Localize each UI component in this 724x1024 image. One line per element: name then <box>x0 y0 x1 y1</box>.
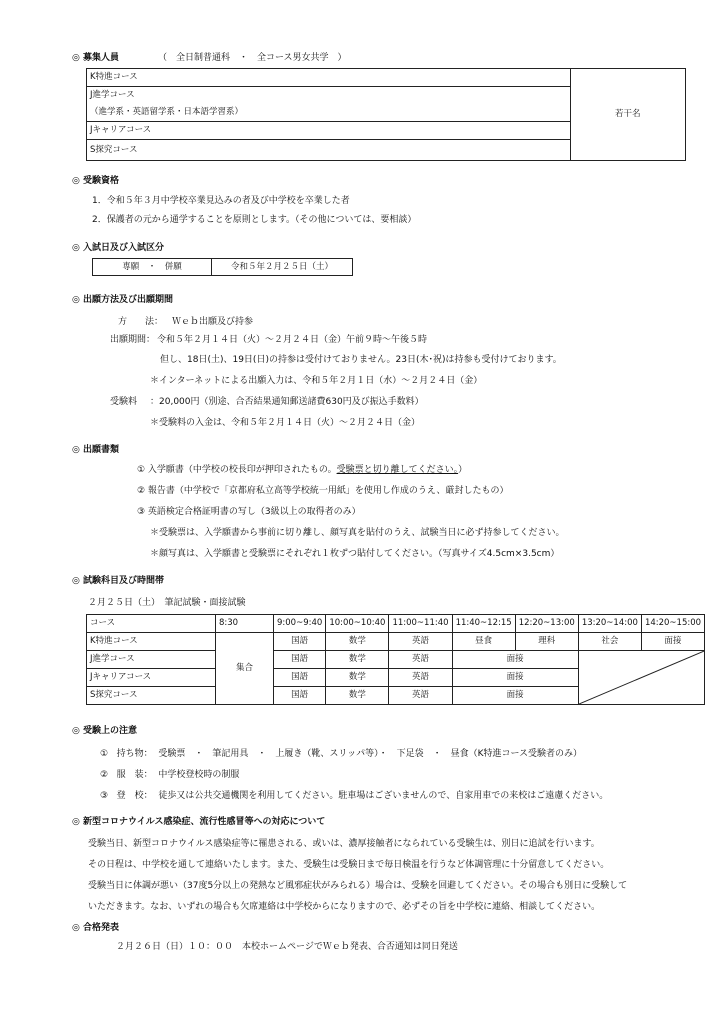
result-section-title <box>72 924 119 933</box>
course-j-career: Jキャリアコース <box>87 122 571 140</box>
section-bullet: ◎ <box>72 576 80 586</box>
note-label: 持ち物： <box>116 749 153 759</box>
section-bullet: ◎ <box>72 726 80 736</box>
covid-line: その日程は、中学校を通して連絡いたします。また、受験生は受験日まで毎日検温を行うなど体調管理に十分留意してください。 <box>88 860 610 870</box>
exam-type-value: 専願 ・ 併願 <box>93 259 212 276</box>
section-bullet: ◎ <box>72 923 80 933</box>
covid-line: 受験当日に体調が悪い（37度5分以上の発熱など風邪症状がみられる）場合は、受験を回避してください。その場合も別日に受験して <box>88 881 628 891</box>
subject-cell: 数学 <box>326 669 389 687</box>
schedule-table <box>86 614 705 705</box>
covid-heading: 新型コロナウイルス感染症、流行性感冒等への対応について <box>83 817 326 827</box>
exam-type-table <box>92 258 353 276</box>
subject-cell: 面接 <box>452 687 578 705</box>
fee-value: ：20,000円（別途、合否結果通知郵送諸費630円及び振込手数料） <box>150 397 424 407</box>
period-value: 令和５年２月１４日（火）～２月２４日（金）午前９時～午後５時 <box>157 335 428 345</box>
gather-cell: 集合 <box>216 633 274 705</box>
schedule-row-j <box>87 651 705 669</box>
internet-note: ＊インターネットによる出願入力は、令和５年２月１日（水）～２月２４日（金） <box>150 376 483 386</box>
application-section-title <box>72 296 173 305</box>
qualification-section-title <box>72 177 119 186</box>
header-cell: 13:20~14:00 <box>578 615 641 633</box>
subject-cell: 面接 <box>452 651 578 669</box>
document-item-1-text: ① 入学願書（中学校の校長印が押印されたもの。 <box>137 465 337 475</box>
course-s: S探究コース <box>87 140 571 161</box>
note-number: ② <box>100 770 109 780</box>
exam-type-heading: 入試日及び入試区分 <box>83 243 165 253</box>
header-cell: 8:30 <box>216 615 274 633</box>
subject-cell: 英語 <box>389 669 452 687</box>
note-number: ① <box>100 749 109 759</box>
row-course: Jキャリアコース <box>87 669 216 687</box>
subject-cell: 英語 <box>389 633 452 651</box>
section-bullet: ◎ <box>72 243 80 253</box>
method-value: Ｗｅｂ出願及び持参 <box>172 317 254 327</box>
row-course: K特進コース <box>87 633 216 651</box>
subject-cell: 面接 <box>641 633 704 651</box>
period-label: 出願期間： <box>110 335 156 345</box>
note-item <box>100 750 582 759</box>
note-label: 服 装： <box>116 770 153 780</box>
qualification-item: 1．令和５年３月中学校卒業見込みの者及び中学校を卒業した者 <box>92 196 350 206</box>
blank-crossed-cell <box>578 651 704 705</box>
subject-cell: 昼食 <box>452 633 515 651</box>
schedule-section-title <box>72 577 164 586</box>
note-item <box>100 771 239 780</box>
subject-cell: 数学 <box>326 633 389 651</box>
subject-cell: 国語 <box>274 651 326 669</box>
note-text: 中学校登校時の制服 <box>158 770 240 780</box>
application-heading: 出願方法及び出願期間 <box>83 295 174 305</box>
note-text: 徒歩又は公共交通機関を利用してください。駐車場はございませんので、自家用車での来校はご遠慮ください。 <box>158 791 609 801</box>
document-item-3: ③ 英語検定合格証明書の写し（3級以上の取得者のみ） <box>137 507 361 517</box>
row-course: J進学コース <box>87 651 216 669</box>
row-course: S探究コース <box>87 687 216 705</box>
document-item-1-underlined: 受験票と切り離してください。 <box>336 465 459 475</box>
method-label: 方 法： <box>118 317 164 327</box>
header-cell: コース <box>87 615 216 633</box>
note-text: 受験票 ・ 筆記用具 ・ 上履き（靴、スリッパ等）・ 下足袋 ・ 昼食（K特進コース受験者のみ） <box>158 749 583 759</box>
subject-cell: 国語 <box>274 633 326 651</box>
qualification-heading: 受験資格 <box>83 176 120 186</box>
notes-section-title <box>72 727 137 736</box>
course-j-sub: （進学系・英語留学系・日本語学習系） <box>87 104 571 122</box>
documents-heading: 出願書類 <box>83 445 120 455</box>
header-cell: 11:00~11:40 <box>389 615 452 633</box>
document-note-1: ＊受験票は、入学願書から事前に切り離し、顔写真を貼付のうえ、試験当日に必ず持参してください。 <box>150 528 565 538</box>
recruit-note: （ 全日制普通科 ・ 全コース男女共学 ） <box>158 53 347 63</box>
subject-cell: 理科 <box>515 633 578 651</box>
subject-cell: 国語 <box>274 669 326 687</box>
header-cell: 14:20~15:00 <box>641 615 704 633</box>
subject-cell: 社会 <box>578 633 641 651</box>
recruit-heading: 募集人員 <box>83 53 120 63</box>
document-item-2: ② 報告書（中学校で「京都府私立高等学校統一用紙」を使用し作成のうえ、厳封したもの） <box>137 486 509 496</box>
header-cell: 10:00~10:40 <box>326 615 389 633</box>
course-k: K特進コース <box>87 69 571 87</box>
section-bullet: ◎ <box>72 295 80 305</box>
covid-section-title <box>72 818 325 827</box>
section-bullet: ◎ <box>72 817 80 827</box>
document-note-2: ＊顔写真は、入学願書と受験票にそれぞれ１枚ずつ貼付してください。（写真サイズ4.5cm×3.5cm） <box>150 549 560 559</box>
header-cell: 11:40~12:15 <box>452 615 515 633</box>
note-item <box>100 792 608 801</box>
document-item-1-suffix: ） <box>458 465 468 475</box>
diagonal-strike <box>579 651 704 704</box>
qualification-item: 2．保護者の元から通学することを原則とします。（その他については、要相談） <box>92 215 417 225</box>
fee-label: 受験料 <box>110 397 138 407</box>
header-cell: 12:20~13:00 <box>515 615 578 633</box>
schedule-subheading: ２月２５日（土） 筆記試験・面接試験 <box>88 598 246 608</box>
notes-heading: 受験上の注意 <box>83 726 138 736</box>
exam-type-section-title <box>72 244 164 253</box>
section-bullet: ◎ <box>72 176 80 186</box>
header-cell: 9:00~9:40 <box>274 615 326 633</box>
note-label: 登 校： <box>116 791 153 801</box>
section-bullet: ◎ <box>72 53 80 63</box>
document-item-1 <box>137 466 467 475</box>
recruit-table <box>86 68 686 161</box>
exam-date-value: 令和５年２月２５日（土） <box>212 259 353 276</box>
fee-note: ＊受験料の入金は、令和５年２月１４日（火）～２月２４日（金） <box>150 418 421 428</box>
course-j: J進学コース <box>87 87 571 105</box>
schedule-heading: 試験科目及び時間帯 <box>83 576 165 586</box>
result-heading: 合格発表 <box>83 923 120 933</box>
subject-cell: 面接 <box>452 669 578 687</box>
section-bullet: ◎ <box>72 445 80 455</box>
subject-cell: 英語 <box>389 687 452 705</box>
schedule-header-row <box>87 615 705 633</box>
covid-line: いただきます。なお、いずれの場合も欠席連絡は中学校からになりますので、必ずその旨を中学校に連絡、相談してください。 <box>88 902 601 912</box>
covid-line: 受験当日、新型コロナウイルス感染症等に罹患される、或いは、濃厚接触者になられている受験生は、別日に追試を行います。 <box>88 839 600 849</box>
subject-cell: 数学 <box>326 651 389 669</box>
period-note: 但し、18日(土)、19日(日)の持参は受付けておりません。23日(木･祝)は持参も受付けております。 <box>160 355 562 365</box>
recruit-count: 若干名 <box>570 69 686 161</box>
recruit-section-title <box>72 54 119 63</box>
result-text: ２月２６日（日）１０：００ 本校ホームページでＷｅｂ発表、合否通知は同日発送 <box>116 942 458 952</box>
subject-cell: 英語 <box>389 651 452 669</box>
subject-cell: 国語 <box>274 687 326 705</box>
schedule-row-k <box>87 633 705 651</box>
documents-section-title <box>72 446 119 455</box>
subject-cell: 数学 <box>326 687 389 705</box>
note-number: ③ <box>100 791 109 801</box>
